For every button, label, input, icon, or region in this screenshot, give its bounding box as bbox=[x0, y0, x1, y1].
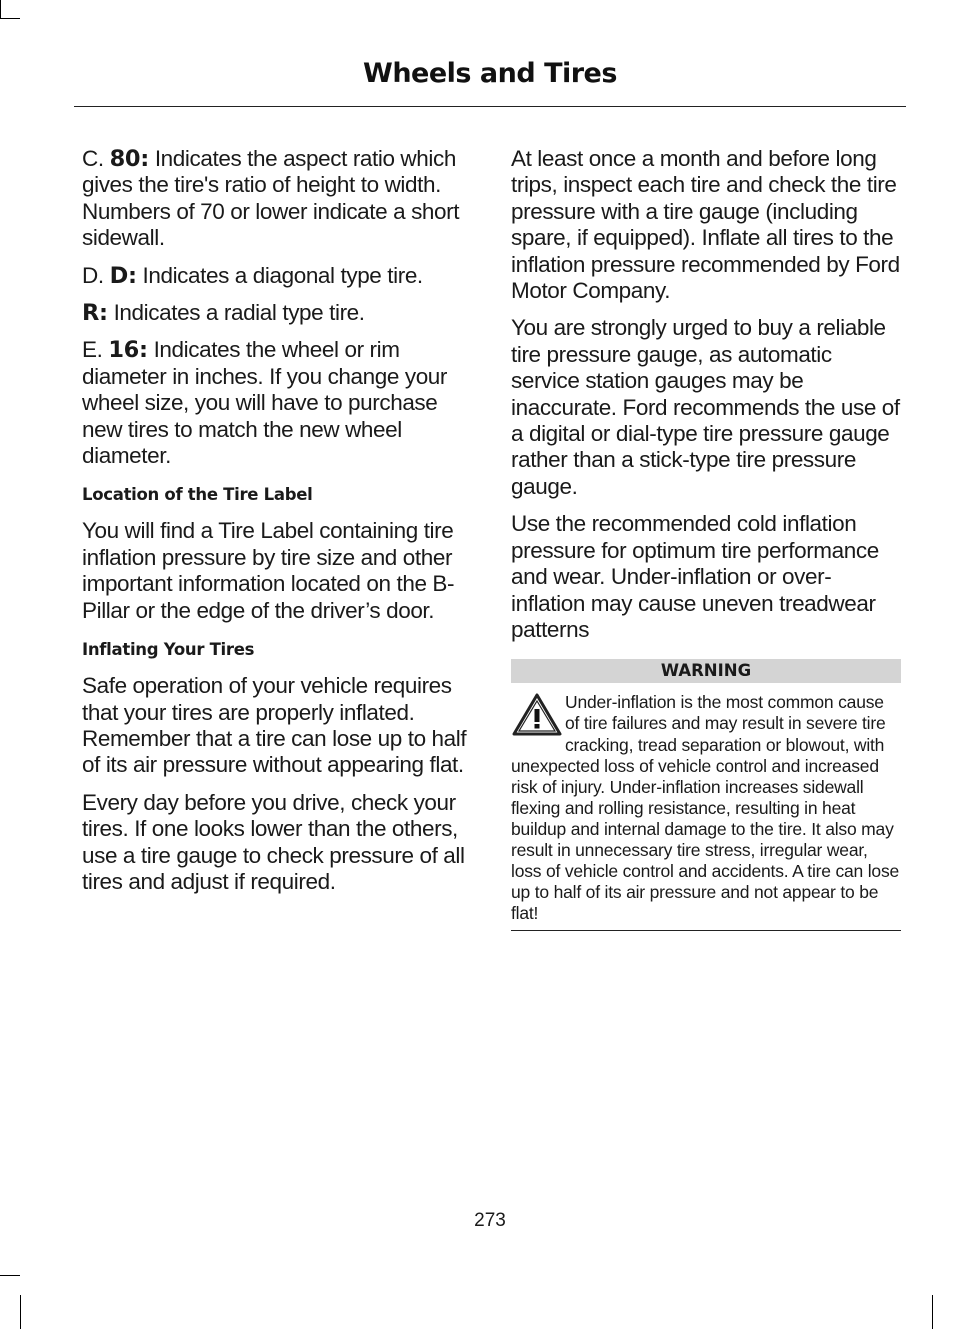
paragraph-r: R: Indicates a radial type tire. bbox=[82, 300, 365, 327]
crop-mark-bottom-left-h bbox=[0, 1275, 20, 1276]
heading-inflating-tires: Inflating Your Tires bbox=[82, 640, 255, 660]
paragraph-d: D. D: Indicates a diagonal type tire. bbox=[82, 262, 423, 289]
warning-bottom-rule bbox=[511, 930, 901, 931]
paragraph-tire-label: You will find a Tire Label containing tire inflation pressure by tire size and other important information located on the B-Pillar or the edge of the driver’s door. bbox=[82, 518, 455, 623]
paragraph-c: C. 80: Indicates the aspect ratio which gives the tire's ratio of height to width. Numbers of 70 or lower indicate a short sidewall. bbox=[82, 146, 460, 251]
paragraph-safe-operation: Safe operation of your vehicle requires that your tires are properly inflated. Remember that a tire can lose up to half of its air pressure without appearing flat. bbox=[82, 673, 467, 778]
warning-triangle-icon bbox=[511, 692, 563, 738]
page-number: 273 bbox=[474, 1210, 506, 1231]
crop-mark-bottom-left bbox=[20, 1295, 21, 1329]
left-column bbox=[82, 146, 472, 906]
paragraph-pressure-gauge: You are strongly urged to buy a reliable tire pressure gauge, as automatic service station gauges may be inaccurate. Ford recommends the use of a digital or dial-type tire pressure gauge rather than a stick-type tire pressure gauge. bbox=[511, 315, 900, 499]
header-divider bbox=[74, 106, 906, 107]
paragraph-cold-inflation: Use the recommended cold inflation pressure for optimum tire performance and wear. Under-inflation or over-inflation may cause uneven treadwear patterns bbox=[511, 511, 879, 642]
heading-tire-label-location: Location of the Tire Label bbox=[82, 485, 313, 505]
crop-mark-top-left bbox=[0, 0, 1, 18]
page-title: Wheels and Tires bbox=[363, 58, 617, 89]
paragraph-e: E. 16: Indicates the wheel or rim diameter in inches. If you change your wheel size, you will have to purchase new tires to match the new wheel diameter. bbox=[82, 337, 448, 469]
warning-box bbox=[511, 659, 901, 931]
warning-body bbox=[511, 692, 901, 924]
paragraph-monthly-check: At least once a month and before long trips, inspect each tire and check the tire pressure with a tire gauge (including spare, if equipped). Inflate all tires to the inflation pressure recommended by Ford Motor Company. bbox=[511, 146, 900, 304]
paragraph-every-day: Every day before you drive, check your tires. If one looks lower than the others, use a tire gauge to check pressure of all tires and adjust if required. bbox=[82, 789, 465, 894]
crop-mark-bottom-right bbox=[932, 1295, 933, 1329]
warning-label: WARNING bbox=[511, 659, 901, 683]
crop-mark-top-left-h bbox=[0, 18, 20, 19]
right-column bbox=[511, 146, 901, 931]
warning-text: Under-inflation is the most common cause of tire failures and may result in severe tire cracking, tread separation or blowout, with unexpected loss of vehicle control and increased risk of injury. Under-inflation increases sidewall flexing and rolling resistance, resulting in heat buildup and internal damage to the tire. It also may result in unnecessary tire stress, irregular wear, loss of vehicle control and accidents. A tire can lose up to half of its air pressure and not appear to be flat! bbox=[511, 692, 900, 924]
